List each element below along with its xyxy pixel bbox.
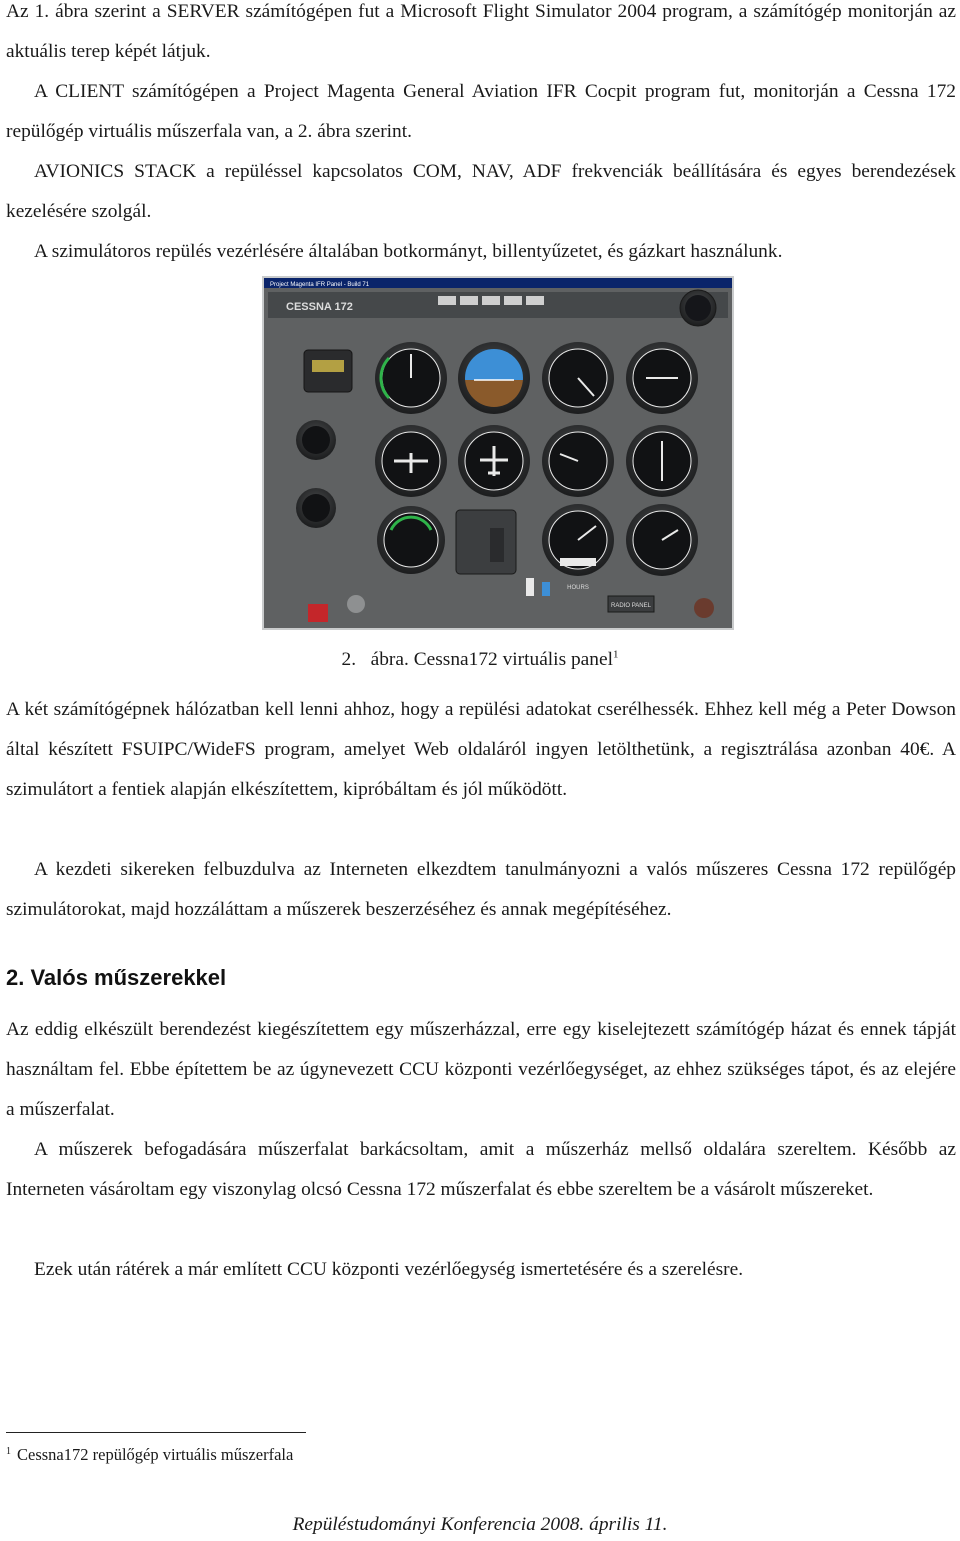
paragraph-client: A CLIENT számítógépen a Project Magenta General Aviation IFR Cocpit program fut, monitorján a Cessna 172 repülőgép virtuális műszerfala van, a 2. ábra szerint.	[6, 81, 956, 142]
instrument-row-2	[296, 420, 698, 497]
page-footer: Repüléstudományi Konferencia 2008. április 11.	[292, 1514, 668, 1535]
panel-title: CESSNA 172	[286, 301, 353, 313]
footnote-divider	[6, 1432, 306, 1433]
paragraph-avionics: AVIONICS STACK a repüléssel kapcsolatos COM, NAV, ADF frekvenciák beállítására és egyes berendezések kezelésére szolgál.	[6, 161, 956, 222]
cessna-panel-image	[264, 278, 732, 628]
instrument-row-1	[304, 342, 698, 414]
footnote-text: Cessna172 repülőgép virtuális műszerfala	[17, 1445, 294, 1464]
cessna-panel-figure	[262, 276, 734, 630]
figure-caption	[0, 640, 960, 680]
paragraph-research: A kezdeti sikereken felbuzdulva az Interneten elkezdtem tanulmányozni a valós műszeres Cessna 172 repülőgép szimulátorokat, majd hozzáláttam a műszerek beszerzéséhez és annak megépítéséhez.	[6, 859, 956, 920]
instrument-row-3	[296, 488, 698, 596]
header-buttons	[438, 296, 544, 305]
caption-word: ábra.	[370, 649, 409, 670]
section-heading: 2. Valós műszerekkel	[6, 965, 227, 990]
footnote-number: 1	[6, 1445, 11, 1457]
hours-label: HOURS	[567, 585, 589, 591]
radio-panel-label: RADIO PANEL	[611, 603, 651, 609]
window-title: Project Magenta IFR Panel - Build 71	[270, 282, 370, 288]
panel-bottom-controls	[308, 585, 714, 622]
caption-footnote-ref[interactable]: 1	[612, 648, 619, 661]
paragraph-panel-build: A műszerek befogadására műszerfalat barkácsoltam, amit a műszerház mellső oldalára szereltem. Később az Interneten vásároltam egy viszonylag olcsó Cessna 172 műszerfalat és ebbe szereltem be a vásárolt műszereket.	[6, 1139, 956, 1200]
caption-number: 2.	[341, 649, 357, 670]
paragraph-network: A két számítógépnek hálózatban kell lenni ahhoz, hogy a repülési adatokat cserélhessék. Ehhez kell még a Peter Dowson által készített FSUIPC/WideFS program, amelyet Web oldaláról ingyen letölthetünk, a regisztrálása azonban 40€. A szimulátort a fentiek alapján elkészítettem, kipróbáltam és jól működött.	[6, 699, 956, 800]
footnote	[6, 1440, 293, 1470]
caption-text: Cessna172 virtuális panel	[413, 649, 613, 670]
paragraph-ccu-intro: Ezek után rátérek a már említett CCU központi vezérlőegység ismertetésére és a szerelésre.	[34, 1259, 744, 1280]
paragraph-controls: A szimulátoros repülés vezérlésére általában botkormányt, billentyűzetet, és gázkart használunk.	[34, 241, 783, 262]
paragraph-housing: Az eddig elkészült berendezést kiegészítettem egy műszerházzal, erre egy kiselejtezett számítógép házat és ennek tápját használtam fel. Ebbe építettem be az úgynevezett CCU központi vezérlőegységet, az ehhez szükséges tápot, és az elejére a műszerfalat.	[6, 1019, 956, 1120]
paragraph-server: Az 1. ábra szerint a SERVER számítógépen fut a Microsoft Flight Simulator 2004 program, a számítógép monitorján az aktuális terep képét látjuk.	[6, 1, 956, 62]
